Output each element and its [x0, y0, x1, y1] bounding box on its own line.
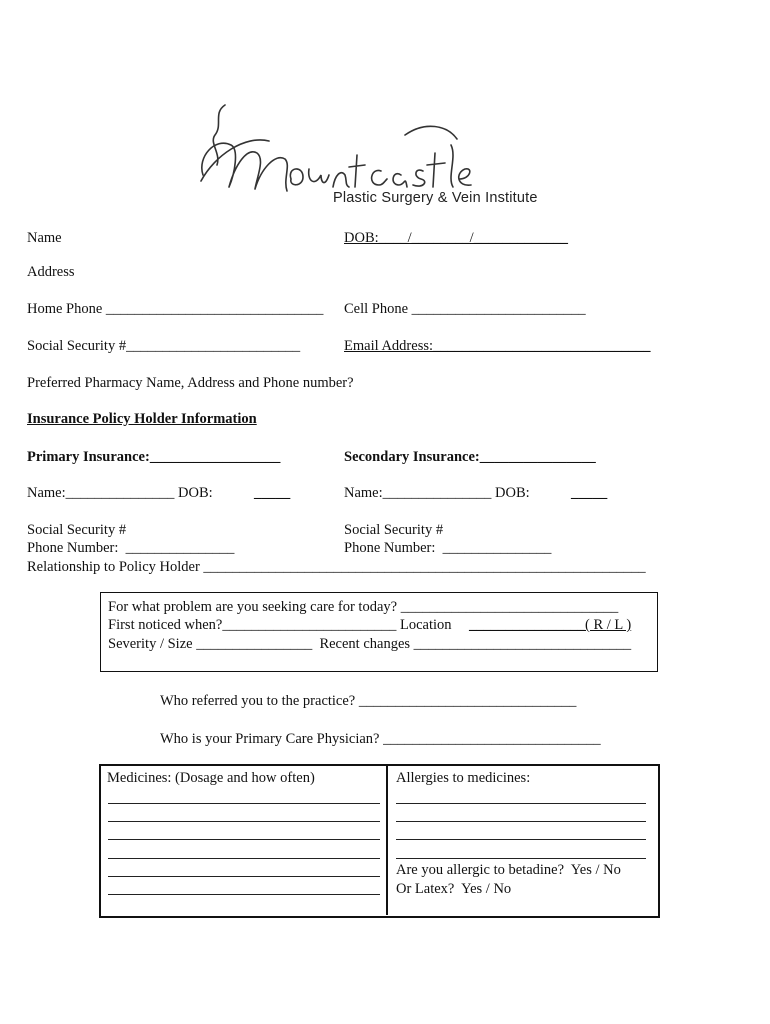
medicine-line[interactable] [108, 821, 380, 822]
allergy-line[interactable] [396, 839, 646, 840]
secondary-ssn-label: Social Security # [344, 522, 444, 538]
name-label: Name [27, 230, 62, 246]
medicine-line[interactable] [108, 894, 380, 895]
insurance-section-title: Insurance Policy Holder Information [27, 411, 257, 427]
medicine-line[interactable] [108, 803, 380, 804]
relationship-field[interactable]: Relationship to Policy Holder _____________________________________________________________ [27, 559, 646, 575]
address-label: Address [27, 264, 75, 280]
secondary-name-dob-field[interactable]: Name:_______________ DOB: [344, 485, 530, 501]
latex-question[interactable]: Or Latex? Yes / No [396, 881, 512, 897]
pharmacy-label: Preferred Pharmacy Name, Address and Phone number? [27, 375, 354, 391]
medicines-title: Medicines: (Dosage and how often) [107, 770, 315, 786]
ssn-field[interactable]: Social Security #________________________ [27, 338, 301, 354]
primary-dob-blank[interactable]: _____ [254, 485, 291, 501]
primary-ssn-label: Social Security # [27, 522, 127, 538]
email-field[interactable]: Email Address:______________________________ [344, 338, 651, 354]
allergy-line[interactable] [396, 858, 646, 859]
medicine-line[interactable] [108, 858, 380, 859]
location-field[interactable]: ________________( R / L ) [469, 617, 632, 633]
medicine-line[interactable] [108, 876, 380, 877]
primary-phone-field[interactable]: Phone Number: _______________ [27, 540, 235, 556]
home-phone-field[interactable]: Home Phone ______________________________ [27, 301, 324, 317]
secondary-insurance-field[interactable]: Secondary Insurance:________________ [344, 449, 596, 465]
first-noticed-field[interactable]: First noticed when?________________________ Location [108, 617, 452, 633]
primary-care-physician-field[interactable]: Who is your Primary Care Physician? ______________________________ [160, 731, 601, 747]
allergy-line[interactable] [396, 821, 646, 822]
problem-field[interactable]: For what problem are you seeking care for today? ______________________________ [108, 599, 619, 615]
allergies-title: Allergies to medicines: [396, 770, 531, 786]
cell-phone-field[interactable]: Cell Phone ________________________ [344, 301, 586, 317]
referred-by-field[interactable]: Who referred you to the practice? ______________________________ [160, 693, 577, 709]
medical-box-divider [386, 765, 388, 915]
dob-field[interactable]: DOB:____/________/_____________ [344, 230, 568, 246]
betadine-question[interactable]: Are you allergic to betadine? Yes / No [396, 862, 621, 878]
severity-field[interactable]: Severity / Size ________________ Recent changes ______________________________ [108, 636, 632, 652]
logo-subtitle: Plastic Surgery & Vein Institute [333, 190, 538, 206]
medicine-line[interactable] [108, 839, 380, 840]
secondary-dob-blank[interactable]: _____ [571, 485, 608, 501]
allergy-line[interactable] [396, 803, 646, 804]
secondary-phone-field[interactable]: Phone Number: _______________ [344, 540, 552, 556]
primary-name-dob-field[interactable]: Name:_______________ DOB: [27, 485, 213, 501]
primary-insurance-field[interactable]: Primary Insurance:__________________ [27, 449, 281, 465]
